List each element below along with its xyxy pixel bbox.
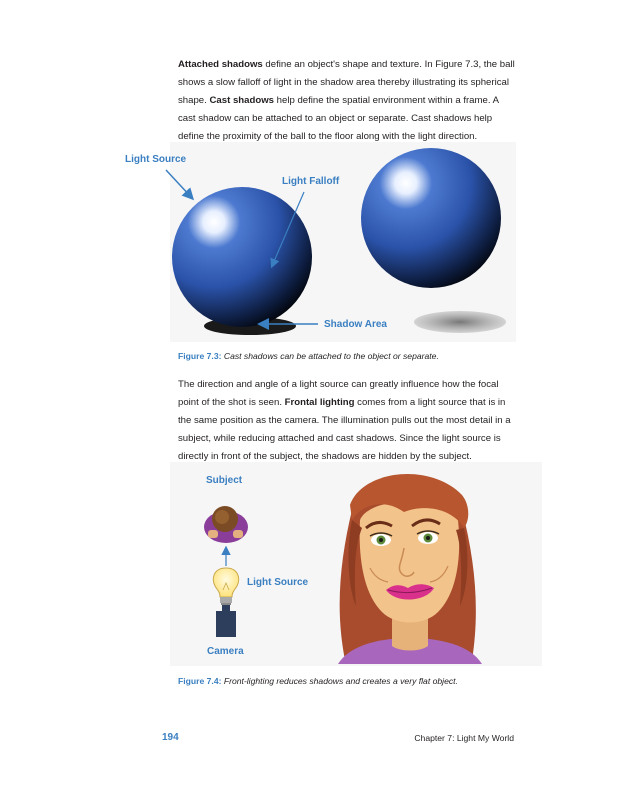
- sphere-attached-shadow: [172, 187, 312, 335]
- paragraph-text: The direction and angle of a light source can greatly influence how the focal point of the shot is seen.: [178, 379, 499, 408]
- light-bulb-icon: [213, 568, 238, 605]
- sphere-separate-shadow: [361, 148, 506, 333]
- label-light-falloff: Light Falloff: [282, 176, 340, 187]
- camera-icon: [216, 605, 236, 637]
- term-attached-shadows: Attached shadows: [178, 59, 263, 70]
- caption-number: Figure 7.3:: [178, 351, 222, 361]
- body-paragraph-2: [178, 376, 516, 466]
- page-number: 194: [162, 732, 179, 743]
- separate-cast-shadow: [414, 311, 506, 333]
- label-shadow-area: Shadow Area: [324, 319, 387, 330]
- label-subject: Subject: [206, 475, 243, 486]
- term-frontal-lighting: Frontal lighting: [284, 397, 355, 408]
- term-cast-shadows: Cast shadows: [209, 95, 274, 106]
- label-camera: Camera: [207, 646, 244, 657]
- chapter-footer: Chapter 7: Light My World: [414, 733, 514, 743]
- caption-text: Cast shadows can be attached to the object or separate.: [221, 351, 439, 361]
- paragraph-text: comes from a light source that is in the same position as the camera. The illumination pulls out the most detail in a subject, while reducing attached and cast shadows. Since the light source is directly in front of the subject, the shadows are hidden by the subject.: [178, 397, 511, 462]
- light-source-arrow: [166, 170, 192, 198]
- figure-7-3-caption: [178, 351, 439, 361]
- paragraph-text: help define the spatial environment within a frame. A cast shadow can be attached to an object or separate. Cast shadows help define the proximity of the ball to the floor along with the light direction.: [178, 95, 499, 142]
- label-light-source-2: Light Source: [247, 577, 309, 588]
- cartoon-woman-portrait: [338, 474, 482, 664]
- caption-number: Figure 7.4:: [178, 676, 222, 686]
- subject-top-view: [204, 506, 248, 543]
- caption-text: Front-lighting reduces shadows and creates a very flat object.: [221, 676, 458, 686]
- paragraph-text: define an object's shape and texture. In Figure 7.3, the ball shows a slow falloff of light in the shadow area thereby illustrating its spherical shape.: [178, 59, 515, 106]
- figure-7-4-caption: [178, 676, 458, 686]
- blue-sphere-right: [361, 148, 501, 288]
- label-light-source: Light Source: [125, 154, 187, 165]
- blue-sphere-left: [172, 187, 312, 327]
